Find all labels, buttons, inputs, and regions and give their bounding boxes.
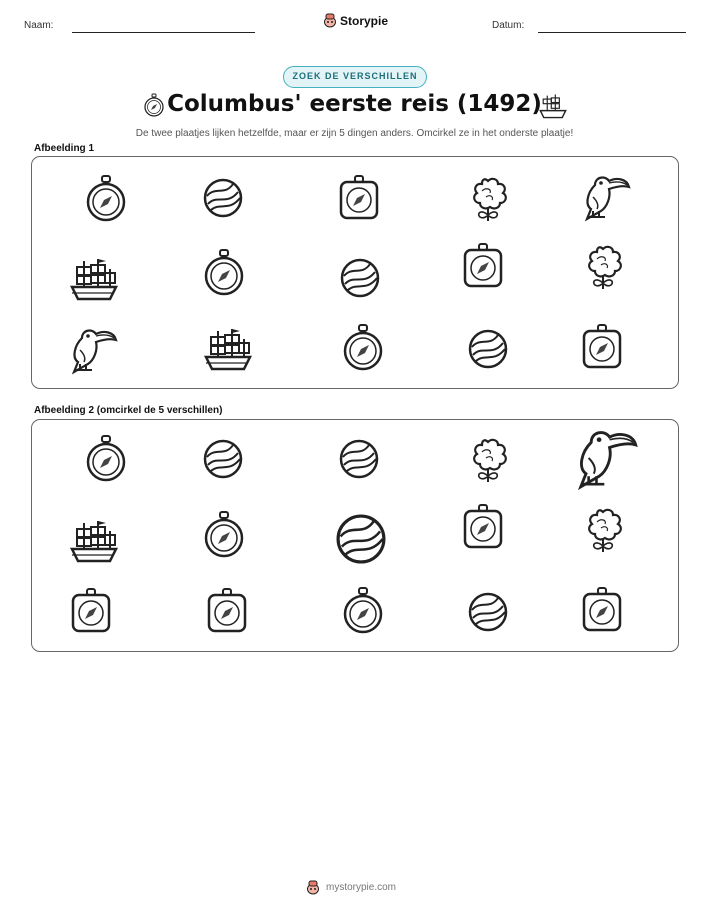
- square-compass-icon[interactable]: [69, 588, 113, 641]
- ship-icon: [202, 325, 254, 378]
- footer: [306, 880, 396, 895]
- toucan-icon[interactable]: [567, 424, 639, 497]
- activity-badge: ZOEK DE VERSCHILLEN: [283, 66, 427, 88]
- ship-icon: [538, 92, 568, 125]
- flower-icon[interactable]: [466, 436, 510, 489]
- name-label: Naam:: [24, 20, 54, 31]
- picture1-panel: [31, 156, 679, 389]
- square-compass-icon[interactable]: [205, 588, 249, 641]
- picture1-label: Afbeelding 1: [34, 143, 95, 154]
- picture2-panel: [31, 419, 679, 652]
- ship-icon: [68, 255, 120, 308]
- pocket-compass-icon[interactable]: [202, 510, 246, 567]
- page-title: Columbus' eerste reis (1492): [167, 91, 542, 117]
- ship-icon[interactable]: [68, 517, 120, 570]
- storypie-mascot-icon: [306, 880, 320, 895]
- square-compass-icon: [461, 243, 505, 296]
- square-compass-icon: [580, 324, 624, 377]
- globe-icon[interactable]: [466, 590, 510, 639]
- flower-icon: [466, 175, 510, 228]
- globe-icon[interactable]: [201, 437, 245, 486]
- instructions: De twee plaatjes lijken hetzelfde, maar er zijn 5 dingen anders. Omcirkel ze in het onderste plaatje!: [135, 128, 574, 139]
- square-compass-icon[interactable]: [580, 587, 624, 640]
- footer-url[interactable]: mystorypie.com: [326, 882, 397, 893]
- toucan-icon: [577, 171, 631, 228]
- storypie-mascot-icon: [323, 13, 337, 28]
- globe-icon: [338, 256, 382, 305]
- square-compass-icon[interactable]: [461, 504, 505, 557]
- globe-icon[interactable]: [333, 511, 389, 572]
- flower-icon: [581, 243, 625, 296]
- flower-icon[interactable]: [581, 506, 625, 559]
- globe-icon: [201, 176, 245, 225]
- date-label: Datum:: [492, 20, 525, 31]
- brand-name: Storypie: [340, 13, 389, 28]
- pocket-compass-icon: [202, 248, 246, 305]
- name-line: [72, 32, 255, 33]
- square-compass-icon: [337, 175, 381, 228]
- pocket-compass-icon[interactable]: [84, 434, 128, 491]
- globe-icon: [466, 327, 510, 376]
- toucan-icon: [64, 324, 118, 381]
- globe-icon[interactable]: [337, 437, 381, 486]
- date-line: [538, 32, 686, 33]
- brand-logo: [323, 13, 388, 28]
- pocket-compass-icon: [84, 174, 128, 231]
- pocket-compass-icon[interactable]: [341, 586, 385, 643]
- picture2-label: Afbeelding 2 (omcirkel de 5 verschillen): [34, 405, 223, 416]
- pocket-compass-icon: [341, 323, 385, 380]
